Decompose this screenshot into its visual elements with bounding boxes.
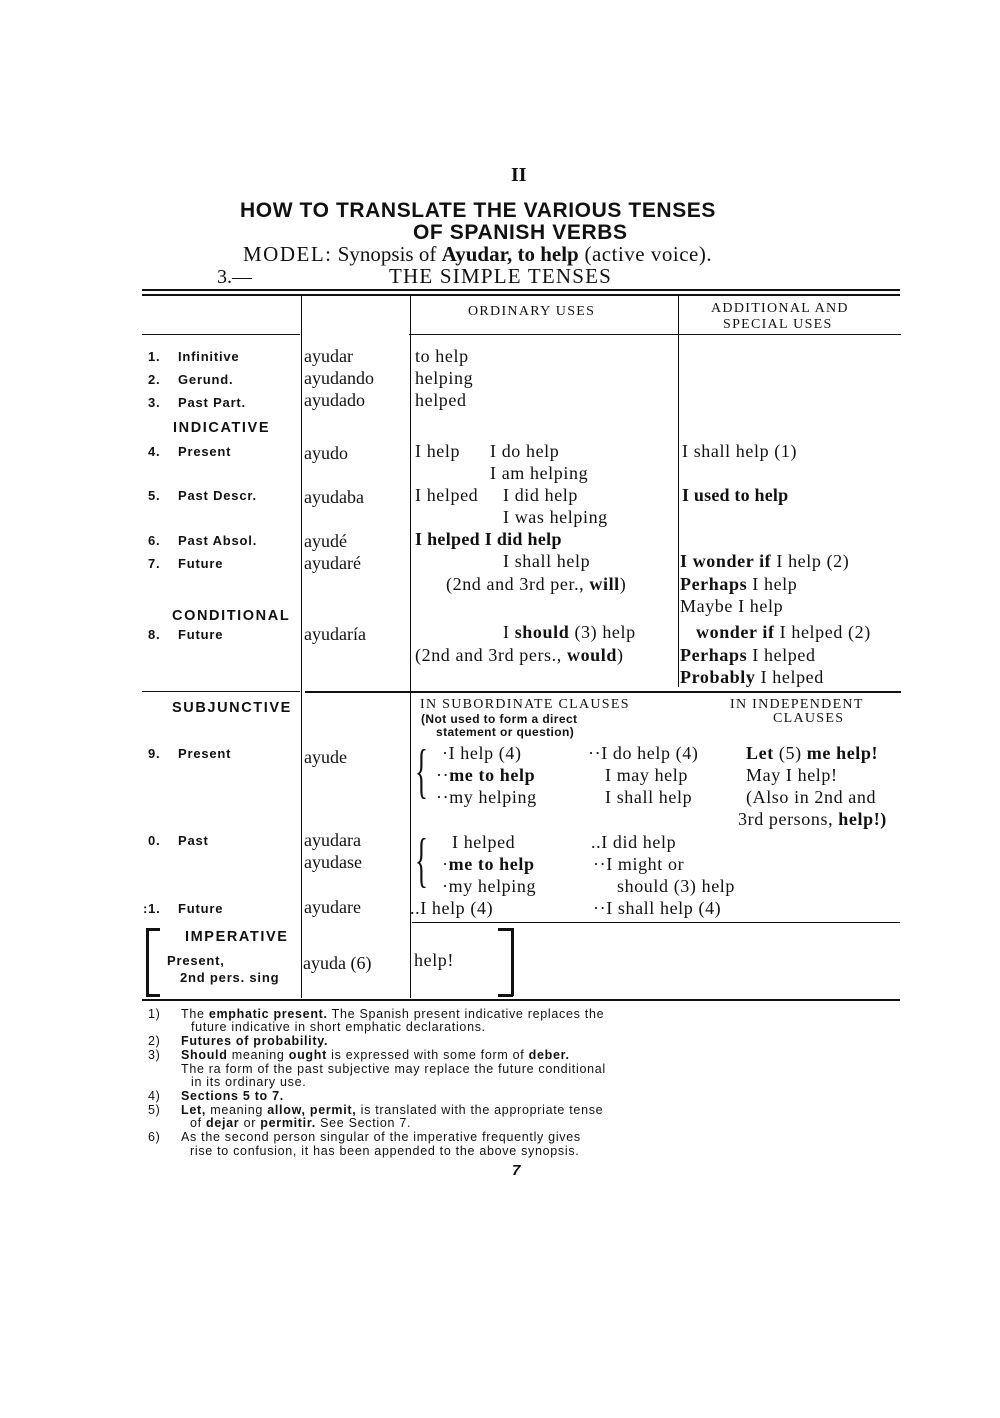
ordinary-past-descr-1: I helped [415,485,479,505]
form-subj-future: ayudare [304,897,361,917]
ordinary-cond-1: I should (3) help [503,622,636,642]
form-subj-past-2: ayudase [304,852,362,872]
form-past-descr: ayudaba [304,487,364,507]
row-label-present: Present [178,444,232,459]
row-label-future: Future [178,556,224,571]
page-title-line1: HOW TO TRANSLATE THE VARIOUS TENSES [240,199,717,222]
subordinate-past-6: should (3) help [617,876,735,896]
subordinate-note-2: statement or question) [436,725,575,739]
imperative-bracket-right-bottom [498,994,513,997]
subordinate-future-1: ..I help (4) [410,898,494,918]
footnote-2-line1: Futures of probability. [181,1034,329,1048]
footnote-5-line2: of dejar or permitir. See Section 7. [190,1116,412,1130]
top-rule-2 [142,294,900,296]
row-label-gerund: Gerund. [178,372,234,387]
row-label-subj-past: Past [178,833,209,848]
row-number: 3. [148,395,161,410]
additional-present: I shall help (1) [682,441,798,461]
independent-present-4: 3rd persons, help!) [738,809,887,829]
ordinary-infinitive: to help [415,346,469,366]
header-independent-1: IN INDEPENDENT [730,697,864,712]
form-cond-future: ayudaría [304,624,366,644]
page-number: 7 [512,1162,521,1179]
imperative-bracket-left-bottom [146,994,160,997]
footnote-number: 4) [148,1089,161,1103]
header-independent-2: CLAUSES [773,711,845,726]
page-title-line2: OF SPANISH VERBS [413,221,628,244]
ordinary-past-descr-3: I was helping [503,507,608,527]
imperative-sub-2: 2nd pers. sing [180,970,280,985]
bottom-rule [142,999,900,1001]
row-number: 6. [148,533,161,548]
row-number: 8. [148,627,161,642]
ordinary-future-1: I shall help [503,551,591,571]
form-past-absol: ayudé [304,531,347,551]
subordinate-past-4: ..I did help [591,832,677,852]
footnote-number: 1) [148,1007,161,1021]
footnote-3-line1: Should meaning ought is expressed with some form of deber. [181,1048,570,1062]
ordinary-future-2: (2nd and 3rd per., will) [446,574,627,594]
row-label-infinitive: Infinitive [178,349,240,364]
form-infinitive: ayudar [304,346,353,366]
col-divider-3 [678,295,679,687]
footnote-5-line1: Let, meaning allow, permit, is translated with the appropriate tense [181,1103,604,1117]
header-additional-line1: ADDITIONAL AND [711,301,849,316]
subordinate-past-5: ··I might or [593,854,685,874]
subordinate-past-1: I helped [452,832,516,852]
subordinate-present-5: I may help [605,765,688,785]
ordinary-present-2: I do help [490,441,560,461]
additional-future-2: Perhaps I help [680,574,798,594]
imperative-bracket-right-top [498,928,513,931]
section-label-indicative: INDICATIVE [173,420,271,436]
row-label-past-part: Past Part. [178,395,246,410]
imperative-rule [412,922,900,923]
footnote-6-line1: As the second person singular of the imperative frequently gives [181,1130,581,1144]
top-rule [142,289,900,291]
col-divider-2 [410,295,411,998]
footnote-1-line1: The emphatic present. The Spanish present indicative replaces the [181,1007,605,1021]
ordinary-cond-2: (2nd and 3rd pers., would) [415,645,624,665]
independent-present-3: (Also in 2nd and [746,787,877,807]
ordinary-imperative: help! [414,950,454,970]
ordinary-past-absol: I helped I did help [415,529,562,549]
additional-cond-3: Probably I helped [680,667,824,687]
section-number: 3.— [217,266,252,288]
ordinary-past-part: helped [415,390,467,410]
form-future: ayudaré [304,553,361,573]
footnote-number: 5) [148,1103,161,1117]
subordinate-present-6: I shall help [605,787,693,807]
row-label-past-descr: Past Descr. [178,488,257,503]
subordinate-present-4: ··I do help (4) [588,743,699,763]
row-number: 5. [148,488,161,503]
imperative-sub-1: Present, [167,953,225,968]
subordinate-present-2: ··me to help [436,765,536,785]
row-number: 0. [148,833,161,848]
imperative-bracket-right [511,928,514,996]
row-label-cond-future: Future [178,627,224,642]
form-subj-past-1: ayudara [304,830,361,850]
subordinate-past-2: ·me to help [442,854,535,874]
form-past-part: ayudado [304,390,365,410]
row-number: 2. [148,372,161,387]
row-number: 4. [148,444,161,459]
ordinary-past-descr-2: I did help [503,485,578,505]
imperative-bracket-left [146,928,149,996]
footnote-3-line2: The ra form of the past subjective may replace the future conditional [181,1062,606,1076]
ordinary-present-1: I help [415,441,461,461]
subjunctive-rule-left [142,691,300,692]
header-ordinary-uses: ORDINARY USES [468,304,596,319]
subjunctive-rule-right [305,691,901,693]
chapter-number: II [511,164,527,186]
row-number: 9. [148,746,161,761]
additional-cond-2: Perhaps I helped [680,645,816,665]
independent-present-2: May I help! [746,765,838,785]
ordinary-present-3: I am helping [490,463,589,483]
subordinate-future-2: ··I shall help (4) [593,898,722,918]
row-label-subj-future: Future [178,901,224,916]
footnote-3-line3: in its ordinary use. [191,1075,307,1089]
section-label-subjunctive: SUBJUNCTIVE [172,700,292,716]
header-rule-left [142,334,300,335]
section-label-imperative: IMPERATIVE [185,929,289,945]
subordinate-past-3: ·my helping [442,876,537,896]
brace-subj-past: { [415,827,428,893]
header-subordinate: IN SUBORDINATE CLAUSES [420,697,630,712]
col-divider-1 [301,295,302,998]
independent-present-1: Let (5) me help! [746,743,879,763]
footnote-number: 3) [148,1048,161,1062]
row-label-past-absol: Past Absol. [178,533,258,548]
footnote-4-line1: Sections 5 to 7. [181,1089,284,1103]
brace-subj-present: { [415,738,428,804]
form-present: ayudo [304,443,348,463]
imperative-bracket-left-top [146,928,160,931]
row-number: 1. [148,349,161,364]
row-number: 7. [148,556,161,571]
additional-cond-1: wonder if I helped (2) [696,622,871,642]
additional-past-descr: I used to help [682,485,789,505]
form-subj-present: ayude [304,747,347,767]
ordinary-gerund: helping [415,368,474,388]
row-number: :1. [143,901,161,916]
form-gerund: ayudando [304,368,374,388]
footnote-6-line2: rise to confusion, it has been appended to the above synopsis. [190,1144,580,1158]
footnote-1-line2: future indicative in short emphatic declarations. [191,1020,486,1034]
subordinate-present-3: ··my helping [436,787,537,807]
footnote-number: 6) [148,1130,161,1144]
subordinate-note-1: (Not used to form a direct [421,712,578,726]
model-line: MODEL: Synopsis of Ayudar, to help (active voice). [243,242,713,266]
additional-future-1: I wonder if I help (2) [680,551,850,571]
additional-future-3: Maybe I help [680,596,784,616]
header-additional-line2: SPECIAL USES [723,317,833,332]
subordinate-present-1: ·I help (4) [442,743,522,763]
section-title: THE SIMPLE TENSES [389,264,613,288]
header-rule-right [409,334,901,335]
row-label-subj-present: Present [178,746,232,761]
section-label-conditional: CONDITIONAL [172,608,291,624]
footnote-number: 2) [148,1034,161,1048]
form-imperative: ayuda (6) [303,953,372,973]
